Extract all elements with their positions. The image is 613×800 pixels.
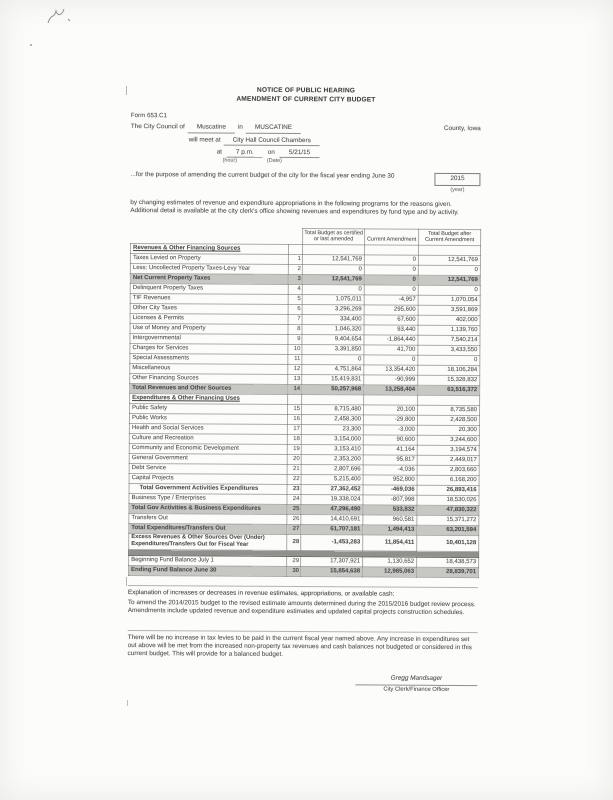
value-cell: 3,296,269: [302, 304, 364, 314]
value-cell: [418, 395, 480, 405]
row-number-cell: 12: [288, 364, 302, 374]
value-cell: -29,800: [363, 415, 417, 425]
value-cell: 13,354,420: [364, 365, 418, 375]
meeting-date-field: 5/21/15: [280, 149, 319, 159]
row-number-cell: 27: [287, 524, 301, 534]
row-number-cell: 29: [287, 556, 301, 566]
in-label: in: [237, 123, 243, 131]
row-number-cell: 17: [287, 424, 301, 434]
row-number-cell: 18: [287, 434, 301, 444]
value-cell: 1,494,413: [363, 525, 417, 535]
value-cell: 0: [418, 285, 480, 295]
value-cell: 18,106,284: [418, 365, 480, 375]
value-cell: 41,164: [363, 445, 417, 455]
scan-artifact: [127, 700, 132, 706]
row-label-cell: Community and Economic Development: [129, 443, 287, 454]
value-cell: 295,600: [364, 305, 418, 315]
form-number: Form 653.C1: [130, 112, 167, 120]
value-cell: 47,830,322: [417, 505, 479, 515]
value-cell: 19,338,024: [301, 494, 363, 504]
value-cell: 61,707,181: [301, 524, 363, 534]
value-cell: -1,864,440: [364, 335, 418, 345]
row-number-cell: 19: [287, 444, 301, 454]
value-cell: 8,715,480: [301, 404, 363, 414]
value-cell: 41,700: [364, 345, 418, 355]
row-number-cell: 22: [287, 474, 301, 484]
value-cell: [418, 245, 480, 255]
value-cell: 1,046,320: [302, 324, 364, 334]
value-cell: 27,362,452: [301, 484, 363, 494]
row-label-cell: Less: Uncollected Property Taxes-Levy Year: [130, 263, 288, 274]
row-number-cell: [288, 394, 302, 404]
value-cell: 1,130,652: [363, 557, 417, 567]
value-cell: 3,194,574: [417, 445, 479, 455]
city-name-field: Muscatine: [188, 124, 235, 134]
row-number-cell: 28: [287, 534, 301, 550]
row-label-cell: Other City Taxes: [130, 303, 288, 314]
value-cell: 50,257,968: [302, 384, 364, 394]
row-label-cell: Excess Revenues & Other Sources Over (Under) Expenditures/Transfers Out for Fiscal Year: [129, 533, 287, 550]
fiscal-year-box: [434, 173, 480, 194]
row-number-cell: [288, 244, 302, 254]
table-row: [129, 565, 479, 577]
value-cell: 26,893,416: [417, 485, 479, 495]
value-cell: 1,139,760: [418, 325, 480, 335]
row-label-cell: Delinquent Property Taxes: [130, 283, 288, 294]
row-label-cell: Revenues & Other Financing Sources: [130, 243, 288, 254]
value-cell: 4,751,864: [302, 364, 364, 374]
value-cell: 0: [364, 275, 418, 285]
value-cell: -807,998: [363, 495, 417, 505]
row-number-cell: 14: [288, 384, 302, 394]
header-current-amendment: Current Amendment: [365, 229, 419, 245]
value-cell: 3,153,410: [301, 444, 363, 454]
row-label-cell: Taxes Levied on Property: [130, 253, 288, 264]
row-label-cell: Total Government Activities Expenditures: [129, 483, 287, 494]
value-cell: 3,244,600: [417, 435, 479, 445]
value-cell: 12,541,769: [302, 254, 364, 264]
value-cell: -4,036: [363, 465, 417, 475]
row-label-cell: Expenditures & Other Financing Uses: [130, 393, 288, 404]
row-number-cell: 3: [288, 274, 302, 284]
meet-prefix-label: will meet at: [188, 135, 221, 144]
row-label-cell: Other Financing Sources: [130, 373, 288, 384]
value-cell: 2,803,660: [417, 465, 479, 475]
row-number-cell: 25: [287, 504, 301, 514]
row-label-cell: General Government: [129, 453, 287, 464]
signature-block: [355, 674, 477, 695]
value-cell: 15,854,638: [301, 566, 363, 576]
value-cell: 0: [302, 284, 364, 294]
value-cell: 0: [302, 354, 364, 364]
meeting-time-field: 7 p.m.: [227, 148, 263, 158]
value-cell: 15,328,832: [418, 375, 480, 385]
row-label-cell: Public Safety: [130, 403, 288, 414]
row-number-cell: 6: [288, 304, 302, 314]
value-cell: -4,957: [364, 295, 418, 305]
value-cell: [364, 245, 418, 255]
value-cell: 0: [364, 285, 418, 295]
council-prefix-label: The City Council of: [130, 123, 185, 131]
row-number-cell: 15: [287, 404, 301, 414]
signature-name: Gregg Mandsager: [355, 674, 477, 686]
row-label-cell: Total Expenditures/Transfers Out: [129, 523, 287, 534]
explanation-heading: Explanation of increases or decreases in revenue estimates, appropriations, or available cash:: [127, 588, 395, 598]
value-cell: 10,401,128: [417, 535, 479, 551]
value-cell: 2,458,300: [301, 414, 363, 424]
row-label-cell: Use of Money and Property: [130, 323, 288, 334]
value-cell: 3,154,000: [301, 434, 363, 444]
row-number-cell: 13: [288, 374, 302, 384]
row-label-cell: Debt Service: [129, 463, 287, 474]
scan-artifact: [30, 44, 32, 46]
value-cell: 2,353,200: [301, 454, 363, 464]
value-cell: 12,541,769: [418, 255, 480, 265]
notice-title: NOTICE OF PUBLIC HEARING: [256, 86, 356, 95]
value-cell: 12,541,769: [418, 275, 480, 285]
no-increase-section: [128, 630, 478, 661]
value-cell: 0: [418, 265, 480, 275]
value-cell: 15,371,272: [417, 515, 479, 525]
row-label-cell: Miscellaneous: [130, 363, 288, 374]
value-cell: 0: [364, 255, 418, 265]
row-number-cell: 11: [288, 354, 302, 364]
value-cell: 9,404,654: [302, 334, 364, 344]
row-label-cell: Net Current Property Taxes: [130, 273, 288, 284]
row-number-cell: 2: [288, 264, 302, 274]
handwritten-mark: [44, 3, 80, 29]
county-name-field: MUSCATINE: [246, 124, 301, 134]
value-cell: 67,600: [364, 315, 418, 325]
value-cell: 47,296,490: [301, 504, 363, 514]
on-label: on: [267, 148, 275, 156]
date-caption: (Date): [266, 158, 282, 165]
value-cell: 0: [302, 264, 364, 274]
value-cell: 15,419,831: [302, 374, 364, 384]
signature-title: City Clerk/Finance Officer: [383, 686, 450, 694]
row-number-cell: 30: [287, 566, 301, 576]
value-cell: 95,817: [363, 455, 417, 465]
value-cell: 533,832: [363, 505, 417, 515]
value-cell: 12,541,769: [302, 274, 364, 284]
value-cell: 3,433,550: [418, 345, 480, 355]
value-cell: [302, 394, 364, 404]
purpose-section: [130, 171, 480, 193]
row-label-cell: Ending Fund Balance June 30: [129, 565, 287, 576]
row-number-cell: 7: [288, 314, 302, 324]
value-cell: 17,307,921: [301, 556, 363, 566]
value-cell: 952,800: [363, 475, 417, 485]
value-cell: 12,985,063: [363, 567, 417, 577]
row-number-cell: 21: [287, 464, 301, 474]
row-number-cell: 5: [288, 294, 302, 304]
year-caption: (year): [450, 186, 465, 193]
value-cell: -1,453,283: [301, 534, 363, 550]
row-label-cell: Public Works: [129, 413, 287, 424]
value-cell: 20,100: [363, 405, 417, 415]
fiscal-year-value: 2015: [434, 173, 480, 186]
value-cell: [364, 395, 418, 405]
time-date-captions: [223, 158, 481, 167]
row-label-cell: Business Type / Enterprises: [129, 493, 287, 504]
row-number-cell: 8: [288, 324, 302, 334]
value-cell: 3,591,869: [418, 305, 480, 315]
value-cell: 960,581: [363, 515, 417, 525]
header-total-budget-certified: Total Budget as certified or last amended: [304, 230, 363, 243]
spacer: [304, 129, 441, 130]
row-label-cell: Charges for Services: [130, 343, 288, 354]
county-suffix-label: County, Iowa: [443, 125, 481, 133]
value-cell: -3,000: [363, 425, 417, 435]
row-label-cell: Capital Projects: [129, 473, 287, 484]
budget-table-body: [129, 243, 481, 577]
explanation-section: [128, 585, 478, 618]
value-cell: 23,300: [301, 424, 363, 434]
hour-caption: (hour): [222, 157, 237, 164]
value-cell: 3,391,850: [302, 344, 364, 354]
value-cell: 20,300: [417, 425, 479, 435]
value-cell: 11,854,411: [363, 535, 417, 551]
value-cell: 334,400: [302, 314, 364, 324]
no-increase-text: There will be no increase in tax levies to be paid in the current fiscal year named above. Any increase in expenditures set out above will be met from the increased non-property tax revenues and cash balances not budgeted or considered in this current budget. This will provide for a balanced budget.: [127, 633, 472, 659]
row-number-cell: 20: [287, 454, 301, 464]
budget-amendment-form: [127, 86, 481, 695]
value-cell: 0: [364, 265, 418, 275]
notice-subtitle: AMENDMENT OF CURRENT CITY BUDGET: [236, 95, 376, 104]
value-cell: 1,075,011: [302, 294, 364, 304]
value-cell: 0: [418, 355, 480, 365]
explanation-text: To amend the 2014/2015 budget to the revised estimate amounts determined during the 2015/2016 budget review process. Amendments include updated revenue and expenditure estimates and updated capital projects construction schedules.: [127, 599, 476, 617]
row-label-cell: Intergovernmental: [130, 333, 288, 344]
row-number-cell: 9: [288, 334, 302, 344]
value-cell: 18,438,573: [417, 557, 479, 567]
value-cell: 7,540,214: [418, 335, 480, 345]
header-blank-cell: [131, 228, 303, 245]
row-label-cell: Culture and Recreation: [129, 433, 287, 444]
value-cell: 28,839,701: [417, 567, 479, 577]
intro-paragraph: [130, 199, 480, 218]
value-cell: 6,168,200: [417, 475, 479, 485]
value-cell: 63,201,594: [417, 525, 479, 535]
row-number-cell: 4: [288, 284, 302, 294]
purpose-text: ...for the purpose of amending the current budget of the city for the fiscal year ending June 30: [130, 171, 395, 180]
value-cell: 63,516,372: [418, 385, 480, 395]
value-cell: 2,449,017: [417, 455, 479, 465]
value-cell: [302, 244, 364, 254]
header-total-budget-after: Total Budget after Current Amendment: [419, 229, 481, 245]
budget-table: [128, 227, 481, 578]
row-number-cell: 24: [287, 494, 301, 504]
row-number-cell: 10: [288, 344, 302, 354]
value-cell: 90,600: [363, 435, 417, 445]
value-cell: -469,036: [363, 485, 417, 495]
row-label-cell: Special Assessments: [130, 353, 288, 364]
row-label-cell: Total Gov Activities & Business Expenditures: [129, 503, 287, 514]
value-cell: 14,410,691: [301, 514, 363, 524]
value-cell: 2,428,500: [417, 415, 479, 425]
council-line: [131, 123, 481, 134]
row-number-cell: 16: [287, 414, 301, 424]
row-label-cell: Beginning Fund Balance July 1: [129, 555, 287, 566]
row-label-cell: TIF Revenues: [130, 293, 288, 304]
row-label-cell: Transfers Out: [129, 513, 287, 524]
value-cell: 13,258,404: [364, 385, 418, 395]
meeting-place-line: [189, 136, 481, 147]
intro-text: by changing estimates of revenue and expenditure appropriations in the following programs for the reasons given. Additional detail is available at the city clerk's office showing revenues and expenditures by fund type and by activity.: [130, 198, 459, 216]
row-number-cell: 26: [287, 514, 301, 524]
at-label: at: [216, 148, 222, 156]
row-label-cell: Total Revenues and Other Sources: [130, 383, 288, 394]
row-number-cell: 1: [288, 254, 302, 264]
value-cell: 93,440: [364, 325, 418, 335]
value-cell: 18,530,026: [417, 495, 479, 505]
value-cell: 8,735,580: [417, 405, 479, 415]
value-cell: 402,000: [418, 315, 480, 325]
value-cell: 0: [364, 355, 418, 365]
row-number-cell: 23: [287, 484, 301, 494]
row-label-cell: Health and Social Services: [129, 423, 287, 434]
row-label-cell: Licenses & Permits: [130, 313, 288, 324]
value-cell: 5,215,400: [301, 474, 363, 484]
value-cell: 2,807,696: [301, 464, 363, 474]
value-cell: 1,070,054: [418, 295, 480, 305]
meeting-place-field: City Hall Council Chambers: [224, 136, 320, 146]
value-cell: -90,999: [364, 375, 418, 385]
